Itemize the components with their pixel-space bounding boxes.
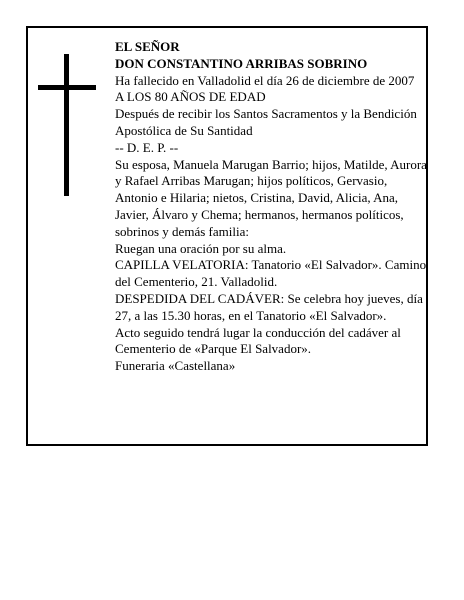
farewell-info: DESPEDIDA DEL CADÁVER: Se celebra hoy jueves, día 27, a las 15.30 horas, en el Tanatorio «El Salvador».	[115, 290, 423, 323]
conduction-info: Acto seguido tendrá lugar la conducción del cadáver al Cementerio de «Parque El Salvador».	[115, 324, 401, 357]
prayer-request: Ruegan una oración por su alma.	[115, 240, 287, 256]
death-announcement: Ha fallecido en Valladolid el día 26 de diciembre de 2007	[115, 72, 415, 88]
cross-icon-horizontal-bar	[38, 85, 96, 90]
family-paragraph: Su esposa, Manuela Marugan Barrio; hijos, Matilde, Aurora y Rafael Arribas Marugan; hijos políticos, Gervasio, Antonio e Hilaria; nietos, Cristina, David, Alicia, Ana, Javier, Álvaro y Chema; hermanos, hermanos políticos, sobrinos y demás familia:	[115, 156, 427, 239]
deceased-title: EL SEÑOR	[115, 39, 180, 54]
funeral-home: Funeraria «Castellana»	[115, 358, 236, 374]
age-at-death: A LOS 80 AÑOS DE EDAD	[115, 89, 266, 105]
rest-in-peace: -- D. E. P. --	[115, 139, 179, 155]
deceased-name: DON CONSTANTINO ARRIBAS SOBRINO	[115, 55, 368, 71]
chapel-info: CAPILLA VELATORIA: Tanatorio «El Salvador». Camino del Cementerio, 21. Valladolid.	[115, 257, 427, 290]
cross-icon-vertical-bar	[64, 54, 69, 196]
sacraments-paragraph: Después de recibir los Santos Sacramentos y la Bendición Apostólica de Su Santidad	[115, 106, 417, 138]
obituary-text	[115, 39, 427, 375]
